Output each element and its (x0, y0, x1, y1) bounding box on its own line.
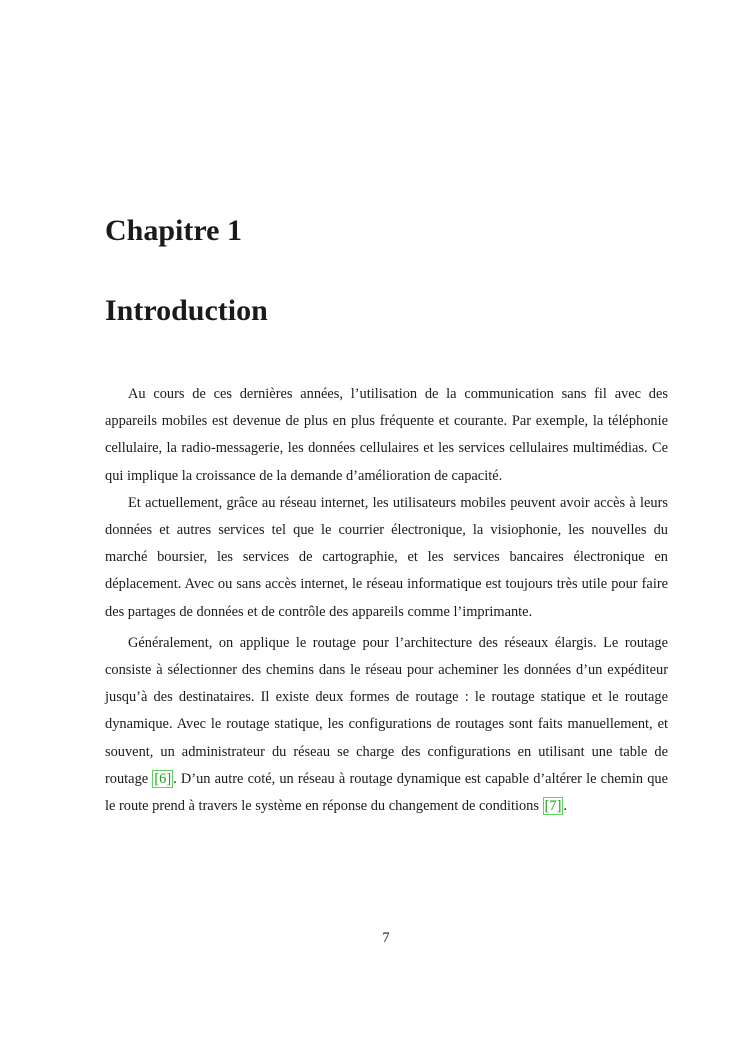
paragraph-3-part-1: Généralement, on applique le routage pour l’architecture des réseaux élargis. Le routage consiste à sélectionner des chemins dans le réseau pour acheminer les données d’un expéditeur jusqu’à des destinataires. Il existe deux formes de routage : le routage statique et le routage dynamique. Avec le routage statique, les configurations de routages sont faits manuellement, et souvent, un administrateur du réseau se charge des configurations en utilisant une table de routage (105, 634, 668, 787)
citation-link-7[interactable]: [7] (544, 798, 562, 815)
page-number: 7 (382, 930, 390, 946)
paragraph-3 (105, 630, 668, 820)
paragraph-1: Au cours de ces dernières années, l’utilisation de la communication sans fil avec des appareils mobiles est devenue de plus en plus fréquente et courante. Par exemple, la téléphonie cellulaire, la radio-messagerie, les données cellulaires et les services cellulaires multimédias. Ce qui implique la croissance de la demande d’amélioration de capacité. (105, 386, 668, 484)
chapter-label: Chapitre 1 (105, 214, 242, 247)
paragraph-2: Et actuellement, grâce au réseau internet, les utilisateurs mobiles peuvent avoir accès à leurs données et autres services tel que le courrier électronique, la visiophonie, les nouvelles du marché boursier, les services de cartographie, et les services bancaires électronique en déplacement. Avec ou sans accès internet, le réseau informatique est toujours très utile pour faire des partages de données et de contrôle des appareils comme l’imprimante. (105, 494, 668, 620)
chapter-body (105, 381, 668, 820)
chapter-title: Introduction (105, 294, 268, 327)
paragraph-3-part-3: . (563, 798, 567, 815)
citation-link-6[interactable]: [6] (154, 770, 172, 787)
paragraph-3-part-2: . D’un autre coté, un réseau à routage dynamique est capable d’altérer le chemin que le route prend à travers le système en réponse du changement de conditions (105, 770, 668, 815)
